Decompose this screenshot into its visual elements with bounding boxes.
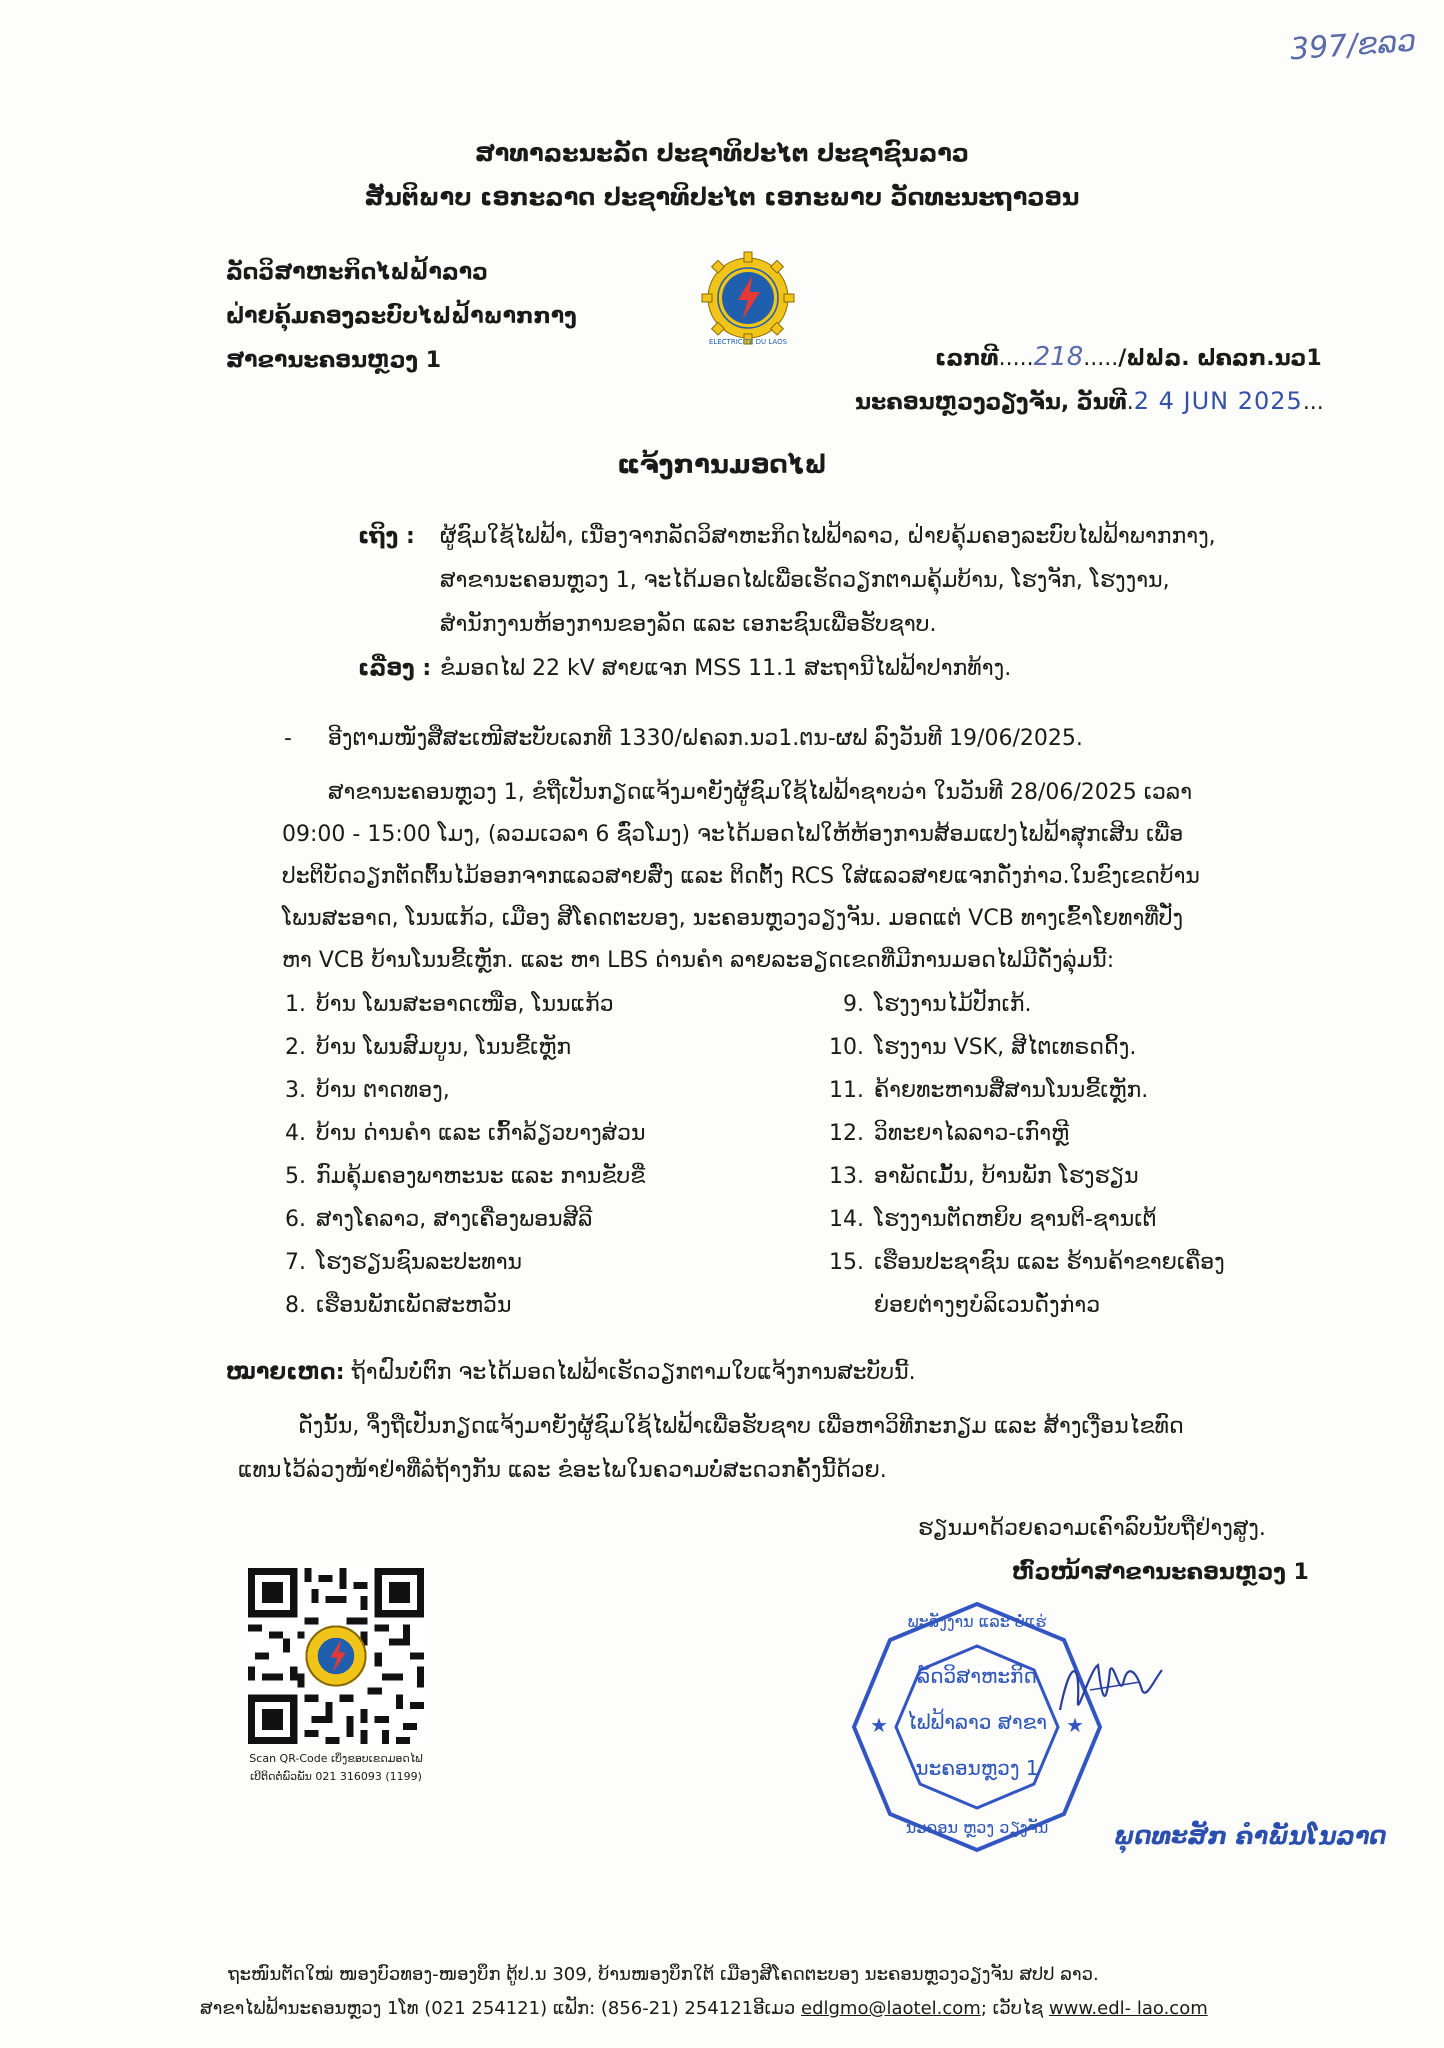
list-item: 9. ໂຮງງານໄມ້ປັກເກ້. (843, 992, 1032, 1017)
document-number-value: 218 (1033, 342, 1084, 372)
to-line1: ຜູ້ຊົມໃຊ້ໄຟຟ້າ, ເນື່ອງຈາກລັດວິສາຫະກິດໄຟຟ້າລາວ, ຝ່າຍຄຸ້ມຄອງລະບົບໄຟຟ້າພາກກາງ, (440, 524, 1216, 549)
to-label: ເຖິງ : (358, 524, 415, 549)
list-item: 2. ບ້ານ ໂພນສົມບູນ, ໂນນຂີ້ເຫຼັກ (285, 1035, 572, 1060)
signatory-name: ພຸດທະສັກ ຄຳພັນໂນລາດ (1114, 1822, 1387, 1850)
handwritten-reference: 397/ຂລວ (1288, 23, 1418, 68)
closing-line1: ດັ່ງນັ້ນ, ຈຶ່ງຖືເປັນກຽດແຈ້ງມາຍັງຜູ້ຊົມໃຊ້ໄຟຟ້າເພື່ອຮັບຊາບ ເພື່ອຫາວິທີກະກຽມ ແລະ ສ້າງເງື່ອນໄຂທົດ (298, 1414, 1184, 1439)
document-title: ແຈ້ງການມອດໄຟ (617, 450, 827, 480)
document-number: ເລກທີ.....218...../ຟຟລ. ຝຄລກ.ນວ1 (935, 342, 1322, 372)
list-item: 1. ບ້ານ ໂພນສະອາດເໜືອ, ໂນນແກ້ວ (285, 992, 614, 1017)
regards: ຮຽນມາດ້ວຍຄວາມເຄົາລົບນັບຖືຢ່າງສູງ. (918, 1516, 1266, 1541)
signature (1050, 1640, 1170, 1730)
org-branch: ສາຂານະຄອນຫຼວງ 1 (226, 348, 442, 373)
list-item: ຍ່ອຍຕ່າງໆບໍລິເວນດັ່ງກ່າວ (874, 1293, 1101, 1318)
qr-caption2: ເບີຕິດຕໍ່ພົວພັນ 021 316093 (1199) (250, 1770, 422, 1783)
stamp-bottom-text: ນະຄອນ ຫຼວງ ວຽງຈັນ (905, 1818, 1049, 1837)
closing-line2: ແທນໄວ້ລ່ວງໜ້າຢ່າທີ່ລໍຖ້າງກັນ ແລະ ຂໍອະໄພໃນຄວາມບໍ່ສະດວກຄັ້ງນີ້ດ້ວຍ. (238, 1458, 887, 1483)
list-item: 3. ບ້ານ ຕາດທອງ, (285, 1078, 450, 1103)
footer-website-link[interactable]: www.edl- lao.com (1048, 1998, 1208, 2019)
national-header-line1: ສາທາລະນະລັດ ປະຊາທິປະໄຕ ປະຊາຊົນລາວ (474, 139, 970, 167)
signature-graphic (1050, 1640, 1170, 1730)
reference-line: ອີງຕາມໜັງສືສະເໜີສະບັບເລກທີ 1330/ຝຄລກ.ນວ1.ຕນ-ຜຟ ລົງວັນທີ 19/06/2025. (328, 726, 1083, 751)
stamp-line3: ນະຄອນຫຼວງ 1 (915, 1756, 1039, 1780)
document-date-value: 2 4 JUN 2025 (1133, 387, 1303, 415)
list-item: 7. ໂຮງຮຽນຊົນລະປະທານ (285, 1250, 523, 1275)
to-line3: ສຳນັກງານຫ້ອງການຂອງລັດ ແລະ ເອກະຊົນເພື່ອຮັບຊາບ. (440, 612, 937, 637)
note-text: ຖ້າຝົນບໍ່ຕົກ ຈະໄດ້ມອດໄຟຟ້າເຮັດວຽກຕາມໃບແຈ້ງການສະບັບນີ້. (351, 1360, 916, 1385)
list-item: 14. ໂຮງງານຕັດຫຍິບ ຊານຕິ-ຊານເຕ້ (829, 1207, 1157, 1232)
edl-logo-graphic (700, 250, 796, 346)
footer-address: ຖະໜົນຕັດໃໝ່ ໜອງບົວທອງ-ໜອງບຶກ ຕູ້ປ.ນ 309, ບ້ານໜອງບຶກໃຕ້ ເມືອງສີໂຄດຕະບອງ ນະຄອນຫຼວງວຽງຈັນ ສປປ ລາວ. (228, 1964, 1099, 1985)
document-date-label: ນະຄອນຫຼວງວຽງຈັນ, ວັນທີ (855, 390, 1127, 415)
body-line4: ໂພນສະອາດ, ໂນນແກ້ວ, ເມືອງ ສີໂຄດຕະບອງ, ນະຄອນຫຼວງວຽງຈັນ. ມອດແຕ່ VCB ທາງເຂົ້າໂຍທາທີ່ປັ່ງ (282, 906, 1184, 931)
reference-dash: - (284, 726, 292, 751)
signatory-title: ຫົວໜ້າສາຂານະຄອນຫຼວງ 1 (1012, 1560, 1309, 1585)
stamp-line2: ໄຟຟ້າລາວ ສາຂາ (906, 1710, 1048, 1734)
note-label: ໝາຍເຫດ: (226, 1360, 345, 1385)
qr-code-graphic (248, 1568, 424, 1744)
document-number-suffix: /ຟຟລ. ຝຄລກ.ນວ1 (1118, 346, 1322, 371)
document-date: ນະຄອນຫຼວງວຽງຈັນ, ວັນທີ.2 4 JUN 2025... (855, 387, 1324, 415)
stamp-line1: ລັດວິສາຫະກິດ (917, 1664, 1037, 1688)
to-line2: ສາຂານະຄອນຫຼວງ 1, ຈະໄດ້ມອດໄຟເພື່ອເຮັດວຽກຕາມຄຸ້ມບ້ານ, ໂຮງຈັກ, ໂຮງງານ, (440, 568, 1170, 593)
stamp-top-text: ພະລັງງານ ແລະ ບໍ່ແຮ່ (907, 1612, 1047, 1631)
footer-email-link[interactable]: edlgmo@laotel.com (801, 1998, 981, 2019)
list-item: 6. ສາງໂຄລາວ, ສາງເຄື່ອງພອນສີລີ (285, 1207, 593, 1232)
areas-list-left (270, 992, 646, 1336)
list-item: 10. ໂຮງງານ VSK, ສີໄຕເທຣດດິ້ງ. (829, 1035, 1137, 1060)
body-line3: ປະຕິບັດວຽກຕັດຕົ້ນໄມ້ອອກຈາກແລວສາຍສົ່ງ ແລະ ຕິດຕັ້ງ RCS ໃສ່ແລວສາຍແຈກດັ່ງກ່າວ.ໃນຂົງເຂດບ້ານ (282, 864, 1200, 889)
qr-code[interactable] (248, 1568, 424, 1744)
footer-contact-prefix: ສາຂາໄຟຟ້ານະຄອນຫຼວງ 1ໂທ (021 254121) ແຟັກ: (856-21) 254121ອີເມວ (200, 1998, 796, 2019)
list-item: 5. ກົມຄຸ້ມຄອງພາຫະນະ ແລະ ການຂັບຂີ່ (285, 1164, 646, 1189)
org-division: ຝ່າຍຄຸ້ມຄອງລະບົບໄຟຟ້າພາກກາງ (226, 304, 577, 329)
body-line5: ຫາ VCB ບ້ານໂນນຂີ້ເຫຼັກ. ແລະ ຫາ LBS ດ່ານຄຳ ລາຍລະອຽດເຂດທີ່ມີການມອດໄຟມີດັ່ງລຸ່ມນີ້: (282, 948, 1115, 973)
footer-website-label: ; ເວັບໄຊ (980, 1998, 1044, 2019)
svg-text:★: ★ (870, 1713, 888, 1737)
footer-contact (200, 1998, 1208, 2019)
list-item: 13. ອາພັດເມັ້ນ, ບ້ານພັກ ໂຮງຮຽນ (829, 1164, 1139, 1189)
list-item: 4. ບ້ານ ດ່ານຄຳ ແລະ ເກົ້າລ້ຽວບາງສ່ວນ (285, 1121, 646, 1146)
subject-label: ເລື່ອງ : (358, 656, 432, 681)
logo-text: ELECTRICITE DU LAOS (708, 338, 788, 346)
edl-logo (700, 250, 796, 346)
qr-caption1: Scan QR-Code ເບິ່ງຂອບເຂດມອດໄຟ (249, 1752, 423, 1765)
areas-list-right (828, 992, 1225, 1336)
list-item: 15. ເຮືອນປະຊາຊົນ ແລະ ຮ້ານຄ້າຂາຍເຄື່ອງ (829, 1250, 1225, 1275)
national-header-line2: ສັນຕິພາບ ເອກະລາດ ປະຊາທິປະໄຕ ເອກະພາບ ວັດທະນະຖາວອນ (364, 183, 1080, 211)
subject-text: ຂໍມອດໄຟ 22 kV ສາຍແຈກ MSS 11.1 ສະຖານີໄຟຟ້າປາກທ້າງ. (440, 656, 1012, 681)
body-line2: 09:00 - 15:00 ໂມງ, (ລວມເວລາ 6 ຊົ່ວໂມງ) ຈະໄດ້ມອດໄຟໃຫ້ຫ້ອງການສ້ອມແປງໄຟຟ້າສຸກເສີນ ເພື່ອ (282, 822, 1184, 847)
list-item: 8. ເຮືອນພັກເພັດສະຫວັນ (285, 1293, 512, 1318)
svg-text:★: ★ (1066, 1713, 1084, 1737)
body-line1: ສາຂານະຄອນຫຼວງ 1, ຂໍຖືເປັນກຽດແຈ້ງມາຍັງຜູ້ຊົມໃຊ້ໄຟຟ້າຊາບວ່າ ໃນວັນທີ 28/06/2025 ເວລາ (328, 780, 1193, 805)
org-name: ລັດວິສາຫະກິດໄຟຟ້າລາວ (226, 260, 488, 285)
note (226, 1358, 916, 1388)
list-item: 11. ຄ້າຍທະຫານສື່ສານໂນນຂີ້ເຫຼັກ. (829, 1078, 1149, 1103)
list-item: 12. ວິທະຍາໄລລາວ-ເກົາຫຼີ (829, 1121, 1070, 1146)
document-number-label: ເລກທີ (935, 346, 999, 371)
